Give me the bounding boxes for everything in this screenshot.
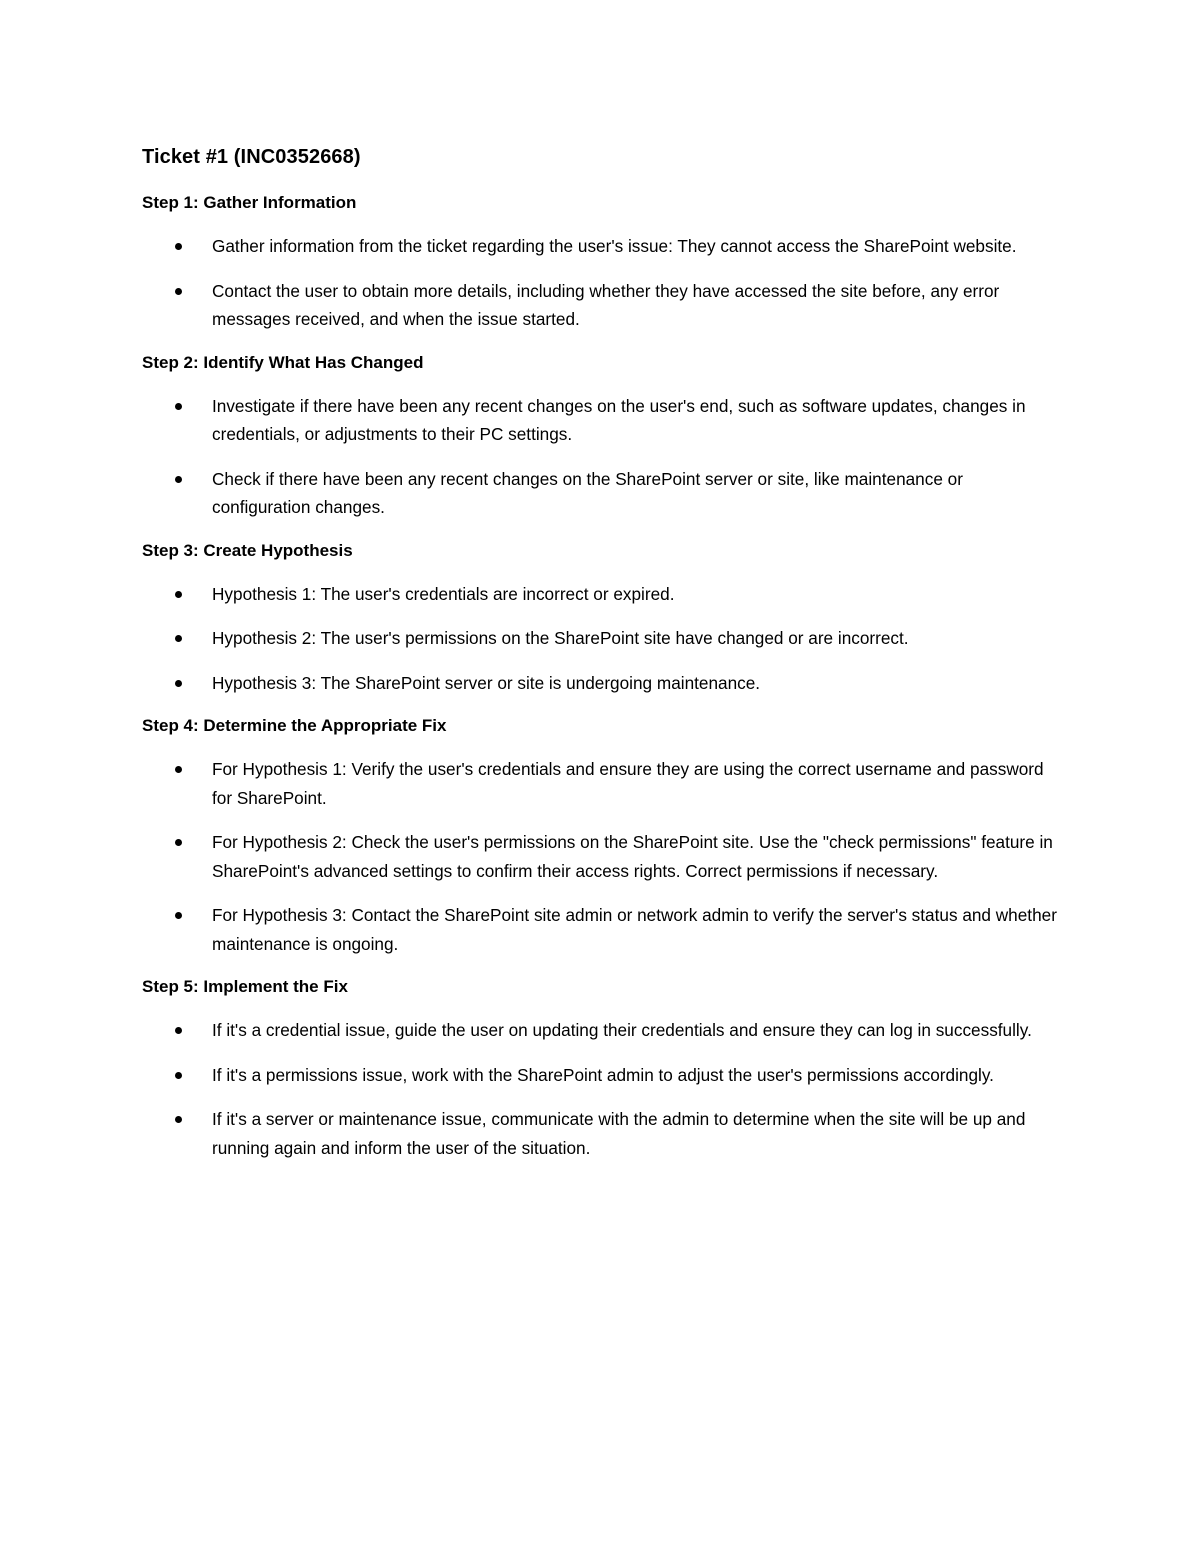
list-item [142, 232, 1062, 261]
bullet-icon [175, 288, 182, 295]
bullet-icon [175, 635, 182, 642]
list-item-text: Contact the user to obtain more details, including whether they have accessed the site before, any error messages received, and when the issue started. [212, 280, 1000, 329]
list-item-text: If it's a permissions issue, work with the SharePoint admin to adjust the user's permissions accordingly. [212, 1064, 994, 1085]
list-item [142, 901, 1062, 958]
list-item-text: Investigate if there have been any recent changes on the user's end, such as software updates, changes in credentials, or adjustments to their PC settings. [212, 395, 1026, 444]
list-item-text: Hypothesis 2: The user's permissions on the SharePoint site have changed or are incorrect. [212, 628, 909, 648]
document-title: Ticket #1 (INC0352668) [142, 146, 361, 168]
list-item-text: If it's a server or maintenance issue, communicate with the admin to determine when the site will be up and running again and inform the user of the situation. [212, 1109, 1026, 1158]
step-heading: Step 1: Gather Information [142, 193, 357, 212]
bullet-icon [175, 766, 182, 773]
list-item [142, 392, 1062, 449]
bullet-icon [175, 403, 182, 410]
bullet-icon [175, 476, 182, 483]
list-item-text: For Hypothesis 2: Check the user's permissions on the SharePoint site. Use the "check permissions" feature in SharePoint's advanced settings to confirm their access rights. Correct permissions if necessary. [212, 832, 1053, 881]
list-item [142, 580, 1062, 609]
step-heading: Step 5: Implement the Fix [142, 977, 348, 996]
list-item [142, 277, 1062, 334]
bullet-icon [175, 243, 182, 250]
bullet-icon [175, 1116, 182, 1123]
step-1-section [142, 190, 1062, 334]
list-item-text: Hypothesis 3: The SharePoint server or site is undergoing maintenance. [212, 672, 761, 693]
bullet-list [142, 580, 1062, 698]
list-item [142, 465, 1062, 522]
step-5-section [142, 974, 1062, 1162]
bullet-icon [175, 839, 182, 846]
list-item-text: Hypothesis 1: The user's credentials are incorrect or expired. [212, 583, 675, 604]
list-item-text: Gather information from the ticket regarding the user's issue: They cannot access the SharePoint website. [212, 236, 1017, 256]
list-item [142, 1105, 1062, 1162]
list-item-text: For Hypothesis 1: Verify the user's credentials and ensure they are using the correct username and password for SharePoint. [212, 759, 1044, 808]
list-item [142, 669, 1062, 698]
bullet-list [142, 755, 1062, 958]
list-item-text: For Hypothesis 3: Contact the SharePoint site admin or network admin to verify the server's status and whether maintenance is ongoing. [212, 905, 1057, 954]
step-heading: Step 3: Create Hypothesis [142, 540, 353, 560]
bullet-icon [175, 680, 182, 687]
bullet-icon [175, 1072, 182, 1079]
list-item [142, 828, 1062, 885]
step-3-section [142, 538, 1062, 698]
list-item [142, 1061, 1062, 1090]
step-4-section [142, 713, 1062, 958]
step-heading: Step 2: Identify What Has Changed [142, 352, 424, 372]
list-item-text: Check if there have been any recent changes on the SharePoint server or site, like maintenance or configuration changes. [212, 468, 963, 517]
bullet-list [142, 392, 1062, 522]
list-item [142, 624, 1062, 653]
bullet-icon [175, 1027, 182, 1034]
list-item [142, 1016, 1062, 1045]
document-page [142, 143, 1062, 1178]
step-heading: Step 4: Determine the Appropriate Fix [142, 716, 447, 735]
bullet-list [142, 232, 1062, 334]
bullet-icon [175, 912, 182, 919]
list-item [142, 755, 1062, 812]
bullet-icon [175, 591, 182, 598]
step-2-section [142, 350, 1062, 522]
bullet-list [142, 1016, 1062, 1162]
list-item-text: If it's a credential issue, guide the user on updating their credentials and ensure they can log in successfully. [212, 1020, 1032, 1040]
